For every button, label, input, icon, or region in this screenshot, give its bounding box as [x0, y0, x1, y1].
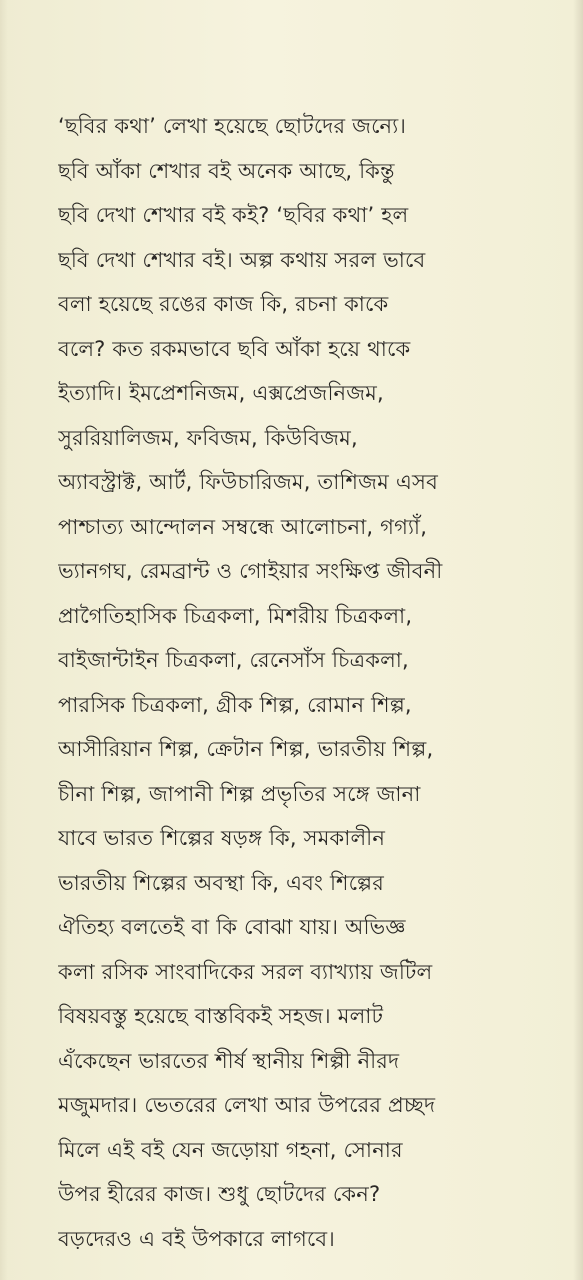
- blurb-line: ভ্যানগঘ, রেমব্রান্ট ও গোইয়ার সংক্ষিপ্ত জীবনী: [58, 559, 443, 583]
- blurb-line: উপর হীরের কাজ। শুধু ছোটদের কেন?: [58, 1182, 381, 1206]
- blurb-line: ছবি দেখা শেখার বই কই? ‘ছবির কথা’ হল: [58, 203, 409, 227]
- blurb-line: ঐতিহ্য বলতেই বা কি বোঝা যায়। অভিজ্ঞ: [58, 915, 406, 939]
- blurb-line: ‘ছবির কথা’ লেখা হয়েছে ছোটদের জন্যে।: [58, 114, 407, 138]
- blurb-line: বিষয়বস্তু হয়েছে বাস্তবিকই সহজ। মলাট: [58, 1004, 384, 1028]
- blurb-line: আসীরিয়ান শিল্প, ক্রেটান শিল্প, ভারতীয় শিল্প,: [58, 737, 434, 761]
- blurb-line: বলা হয়েছে রঙের কাজ কি, রচনা কাকে: [58, 292, 389, 316]
- page-right-shadow: [573, 0, 583, 1280]
- blurb-line: বলে? কত রকমভাবে ছবি আঁকা হয়ে থাকে: [58, 336, 411, 361]
- blurb-line: যাবে ভারত শিল্পের ষড়ঙ্গ কি, সমকালীন: [58, 826, 386, 850]
- blurb-line: ছবি আঁকা শেখার বই অনেক আছে, কিন্তু: [58, 158, 395, 183]
- blurb-line: এঁকেছেন ভারতের শীর্ষ স্থানীয় শিল্পী নীরদ: [58, 1048, 400, 1073]
- blurb-line: কলা রসিক সাংবাদিকের সরল ব্যাখ্যায় জটিল: [58, 959, 433, 984]
- blurb-line: বাইজান্টাইন চিত্রকলা, রেনেসাঁস চিত্রকলা,: [58, 648, 409, 672]
- blurb-line: মিলে এই বই যেন জড়োয়া গহনা, সোনার: [58, 1137, 403, 1162]
- blurb-line: পাশ্চাত্য আন্দোলন সম্বন্ধে আলোচনা, গগ্যাঁ,: [58, 514, 428, 539]
- blurb-line: পারসিক চিত্রকলা, গ্রীক শিল্প, রোমান শিল্প,: [58, 692, 412, 717]
- blurb-line: মজুমদার। ভেতরের লেখা আর উপরের প্রচ্ছদ: [58, 1093, 436, 1117]
- blurb-line: প্রাগৈতিহাসিক চিত্রকলা, মিশরীয় চিত্রকলা,: [58, 603, 413, 628]
- blurb-line: চীনা শিল্প, জাপানী শিল্প প্রভৃতির সঙ্গে জানা: [58, 781, 421, 806]
- blurb-line: ছবি দেখা শেখার বই। অল্প কথায় সরল ভাবে: [58, 247, 426, 272]
- blurb-line: ভারতীয় শিল্পের অবস্থা কি, এবং শিল্পের: [58, 870, 384, 895]
- blurb-line: বড়দেরও এ বই উপকারে লাগবে।: [58, 1226, 335, 1251]
- blurb-line: অ্যাবস্ট্রাক্ট, আর্ট, ফিউচারিজম, তাশিজম এসব: [58, 470, 439, 494]
- blurb-line: ইত্যাদি। ইমপ্রেশনিজম, এক্সপ্রেজনিজম,: [58, 381, 384, 405]
- blurb-text-block: [58, 104, 563, 1261]
- page-left-shadow: [0, 0, 8, 1280]
- blurb-line: সুররিয়ালিজম, ফবিজম, কিউবিজম,: [58, 425, 358, 450]
